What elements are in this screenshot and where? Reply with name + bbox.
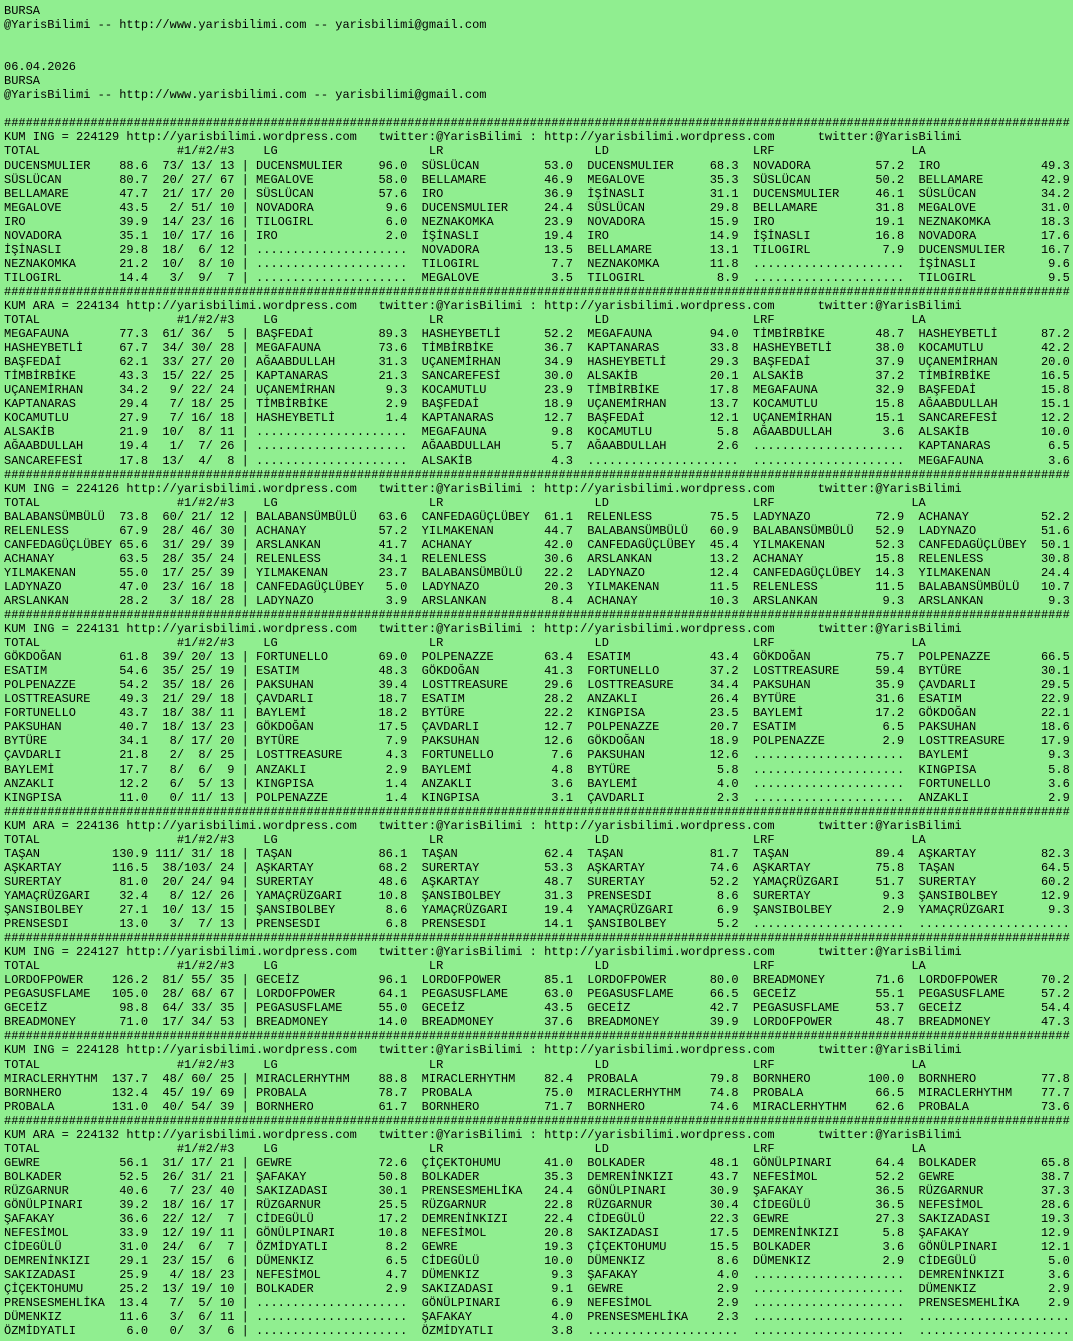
stats-row: TILOGIRL 14.4 3/ 9/ 7 | ..................... MEGALOVE 3.5 TILOGIRL 8.9 ..................... TILOGIRL 9.5 [4, 270, 1070, 285]
blank-line [4, 46, 1073, 60]
stats-row: FORTUNELLO 43.7 18/ 38/ 11 | BAYLEMİ 18.2 BYTÜRE 22.2 KINGPISA 23.5 BAYLEMİ 17.2 GÖKDOĞAN 22.1 [4, 706, 1070, 721]
stats-row: DÜMENKIZ 11.6 3/ 6/ 11 | ..................... ŞAFAKAY 4.0 PRENSESMEHLİKA 2.3 ..................... ..................... [4, 1310, 1070, 1325]
stats-row: SÜSLÜCAN 80.7 20/ 27/ 67 | MEGALOVE 58.0 BELLAMARE 46.9 MEGALOVE 35.3 SÜSLÜCAN 50.2 BELLAMARE 42.9 [4, 172, 1070, 187]
section-title: KUM ING = 224129 http://yarisbilimi.wordpress.com twitter:@YarisBilimi : http://yarisbilimi.wordpress.com twitter:@YarisBilimi [4, 130, 962, 145]
stats-row: UÇANEMİRHAN 34.2 9/ 22/ 24 | UÇANEMİRHAN 9.3 KOCAMUTLU 23.9 TİMBİRBİKE 17.8 MEGAFAUNA 32.9 BAŞFEDAİ 15.8 [4, 383, 1070, 398]
stats-row: ESATIM 54.6 35/ 25/ 19 | ESATIM 48.3 GÖKDOĞAN 41.3 FORTUNELLO 37.2 LOSTTREASURE 59.4 BYTÜRE 30.1 [4, 664, 1070, 679]
stats-row: AŞKARTAY 116.5 38/103/ 24 | AŞKARTAY 68.2 SURERTAY 53.3 AŞKARTAY 74.6 AŞKARTAY 75.8 TAŞAN 64.5 [4, 860, 1070, 875]
stats-row: NEZNAKOMKA 21.2 10/ 8/ 10 | ..................... TILOGIRL 7.7 NEZNAKOMKA 11.8 ..................... İŞİNASLI 9.6 [4, 256, 1070, 271]
stats-row: SAKIZADASI 25.9 4/ 18/ 23 | NEFESİMOL 4.7 DÜMENKIZ 9.3 ŞAFAKAY 4.0 ..................... DEMRENİNKIZI 3.6 [4, 1268, 1070, 1283]
section-title: KUM ING = 224128 http://yarisbilimi.wordpress.com twitter:@YarisBilimi : http://yarisbilimi.wordpress.com twitter:@YarisBilimi [4, 1043, 962, 1058]
column-header: TOTAL #1/#2/#3 LG LR LD LRF LA [4, 832, 926, 847]
section-title: KUM ARA = 224132 http://yarisbilimi.wordpress.com twitter:@YarisBilimi : http://yarisbilimi.wordpress.com twitter:@YarisBilimi [4, 1127, 962, 1142]
separator-line: #################################################################################################################################################### [4, 116, 1070, 131]
stats-row: HASHEYBETLİ 67.7 34/ 30/ 28 | MEGAFAUNA 73.6 TİMBİRBİKE 36.7 KAPTANARAS 33.8 HASHEYBETLİ 38.0 KOCAMUTLU 42.2 [4, 341, 1070, 356]
stats-row: GÖNÜLPINARI 39.2 18/ 16/ 17 | RÜZGARNUR 25.5 RÜZGARNUR 22.8 RÜZGARNUR 30.4 CİDEGÜLÜ 36.5 NEFESİMOL 28.6 [4, 1197, 1070, 1212]
stats-row: MEGAFAUNA 77.3 61/ 36/ 5 | BAŞFEDAİ 89.3 HASHEYBETLİ 52.2 MEGAFAUNA 94.0 TİMBİRBİKE 48.7 HASHEYBETLİ 87.2 [4, 327, 1070, 342]
separator-line: #################################################################################################################################################### [4, 1029, 1070, 1044]
separator-line: #################################################################################################################################################### [4, 284, 1070, 299]
race-date: 06.04.2026 [4, 60, 77, 75]
stats-row: BELLAMARE 47.7 21/ 17/ 20 | SÜSLÜCAN 57.6 IRO 36.9 İŞİNASLI 31.1 DUCENSMULIER 46.1 SÜSLÜCAN 34.2 [4, 186, 1070, 201]
stats-row: ŞAFAKAY 36.6 22/ 12/ 7 | CİDEGÜLÜ 17.2 DEMRENİNKIZI 22.4 CİDEGÜLÜ 22.3 GEWRE 27.3 SAKIZADASI 19.3 [4, 1212, 1070, 1227]
track-name: BURSA [4, 4, 41, 18]
stats-row: LORDOFPOWER 126.2 81/ 55/ 35 | GECEİZ 96.1 LORDOFPOWER 85.1 LORDOFPOWER 80.0 BREADMONEY 71.6 LORDOFPOWER 70.2 [4, 973, 1070, 988]
stats-row: KINGPISA 11.0 0/ 11/ 13 | POLPENAZZE 1.4 KINGPISA 3.1 ÇAVDARLI 2.3 ..................... ANZAKLI 2.9 [4, 790, 1070, 805]
stats-row: DUCENSMULIER 88.6 73/ 13/ 13 | DUCENSMULIER 96.0 SÜSLÜCAN 53.0 DUCENSMULIER 68.3 NOVADORA 57.2 IRO 49.3 [4, 158, 1070, 173]
column-header: TOTAL #1/#2/#3 LG LR LD LRF LA [4, 144, 926, 159]
byline: @YarisBilimi -- http://www.yarisbilimi.com -- yarisbilimi@gmail.com [4, 18, 487, 33]
stats-row: BYTÜRE 34.1 8/ 17/ 20 | BYTÜRE 7.9 PAKSUHAN 12.6 GÖKDOĞAN 18.9 POLPENAZZE 2.9 LOSTTREASURE 17.9 [4, 734, 1070, 749]
stats-row: TİMBİRBİKE 43.3 15/ 22/ 25 | KAPTANARAS 21.3 SANCAREFESİ 30.0 ALSAKİB 20.1 ALSAKİB 37.2 TİMBİRBİKE 16.5 [4, 369, 1070, 384]
stats-row: POLPENAZZE 54.2 35/ 18/ 26 | PAKSUHAN 39.4 LOSTTREASURE 29.6 LOSTTREASURE 34.4 PAKSUHAN 35.9 ÇAVDARLI 29.5 [4, 678, 1070, 693]
section-title: KUM ARA = 224136 http://yarisbilimi.wordpress.com twitter:@YarisBilimi : http://yarisbilimi.wordpress.com twitter:@YarisBilimi [4, 818, 962, 833]
separator-line: #################################################################################################################################################### [4, 467, 1070, 482]
stats-row: LOSTTREASURE 49.3 21/ 29/ 18 | ÇAVDARLI 18.7 ESATIM 28.2 ANZAKLI 26.4 BYTÜRE 31.6 ESATIM 22.9 [4, 692, 1070, 707]
section-title: KUM ARA = 224134 http://yarisbilimi.wordpress.com twitter:@YarisBilimi : http://yarisbilimi.wordpress.com twitter:@YarisBilimi [4, 298, 962, 313]
stats-row: PEGASUSFLAME 105.0 28/ 68/ 67 | LORDOFPOWER 64.1 PEGASUSFLAME 63.0 PEGASUSFLAME 66.5 GECEİZ 55.1 PEGASUSFLAME 57.2 [4, 987, 1070, 1002]
stats-row: RELENLESS 67.9 28/ 46/ 30 | ACHANAY 57.2 YILMAKENAN 44.7 BALABANSÜMBÜLÜ 60.9 BALABANSÜMBÜLÜ 52.9 LADYNAZO 51.6 [4, 523, 1070, 538]
stats-row: KAPTANARAS 29.4 7/ 18/ 25 | TİMBİRBİKE 2.9 BAŞFEDAİ 18.9 UÇANEMİRHAN 13.7 KOCAMUTLU 15.8 AĞAABDULLAH 15.1 [4, 397, 1070, 412]
column-header: TOTAL #1/#2/#3 LG LR LD LRF LA [4, 495, 926, 510]
stats-row: İŞİNASLI 29.8 18/ 6/ 12 | ..................... NOVADORA 13.5 BELLAMARE 13.1 TILOGIRL 7.9 DUCENSMULIER 16.7 [4, 242, 1070, 257]
stats-row: BALABANSÜMBÜLÜ 73.8 60/ 21/ 12 | BALABANSÜMBÜLÜ 63.6 CANFEDAGÜÇLÜBEY 61.1 RELENLESS 75.5 LADYNAZO 72.9 ACHANAY 52.2 [4, 509, 1070, 524]
separator-line: #################################################################################################################################################### [4, 1113, 1070, 1128]
stats-row: PROBALA 131.0 40/ 54/ 39 | BORNHERO 61.7 BORNHERO 71.7 BORNHERO 74.6 MIRACLERHYTHM 62.6 PROBALA 73.6 [4, 1099, 1070, 1114]
stats-row: SURERTAY 81.0 20/ 24/ 94 | SURERTAY 48.6 AŞKARTAY 48.7 SURERTAY 52.2 YAMAÇRÜZGARI 51.7 SURERTAY 60.2 [4, 874, 1070, 889]
stats-row: YILMAKENAN 55.0 17/ 25/ 39 | YILMAKENAN 23.7 BALABANSÜMBÜLÜ 22.2 LADYNAZO 12.4 CANFEDAGÜÇLÜBEY 14.3 YILMAKENAN 24.4 [4, 565, 1070, 580]
stats-row: MEGALOVE 43.5 2/ 51/ 10 | NOVADORA 9.6 DUCENSMULIER 24.4 SÜSLÜCAN 29.8 BELLAMARE 31.8 MEGALOVE 31.0 [4, 200, 1070, 215]
stats-row: MIRACLERHYTHM 137.7 48/ 60/ 25 | MIRACLERHYTHM 88.8 MIRACLERHYTHM 82.4 PROBALA 79.8 BORNHERO 100.0 BORNHERO 77.8 [4, 1071, 1070, 1086]
separator-line: #################################################################################################################################################### [4, 804, 1070, 819]
stats-row: PRENSESDI 13.0 3/ 7/ 13 | PRENSESDI 6.8 PRENSESDI 14.1 ŞANSIBOLBEY 5.2 ..................... ..................... [4, 917, 1070, 932]
stats-row: BAYLEMİ 17.7 8/ 6/ 9 | ANZAKLI 2.9 BAYLEMİ 4.8 BYTÜRE 5.8 ..................... KINGPISA 5.8 [4, 762, 1070, 777]
column-header: TOTAL #1/#2/#3 LG LR LD LRF LA [4, 636, 926, 651]
byline: @YarisBilimi -- http://www.yarisbilimi.com -- yarisbilimi@gmail.com [4, 88, 487, 103]
stats-row: ŞANSIBOLBEY 27.1 10/ 13/ 15 | ŞANSIBOLBEY 8.6 YAMAÇRÜZGARI 19.4 YAMAÇRÜZGARI 6.9 ŞANSIBOLBEY 2.9 YAMAÇRÜZGARI 9.3 [4, 903, 1070, 917]
stats-row: NEFESİMOL 33.9 12/ 19/ 11 | GÖNÜLPINARI 10.8 NEFESİMOL 20.8 SAKIZADASI 17.5 DEMRENİNKIZI 5.8 ŞAFAKAY 12.9 [4, 1226, 1070, 1241]
stats-row: CANFEDAGÜÇLÜBEY 65.6 31/ 29/ 39 | ARSLANKAN 41.7 ACHANAY 42.0 CANFEDAGÜÇLÜBEY 45.4 YILMAKENAN 52.3 CANFEDAGÜÇLÜBEY 50.1 [4, 537, 1070, 552]
stats-row: YAMAÇRÜZGARI 32.4 8/ 12/ 26 | YAMAÇRÜZGARI 10.8 ŞANSIBOLBEY 31.3 PRENSESDI 8.6 SURERTAY 9.3 ŞANSIBOLBEY 12.9 [4, 888, 1070, 903]
stats-row: BAŞFEDAİ 62.1 33/ 27/ 20 | AĞAABDULLAH 31.3 UÇANEMİRHAN 34.9 HASHEYBETLİ 29.3 BAŞFEDAİ 37.9 UÇANEMİRHAN 20.0 [4, 355, 1070, 370]
stats-row: IRO 39.9 14/ 23/ 16 | TILOGIRL 6.0 NEZNAKOMKA 23.9 NOVADORA 15.9 IRO 19.1 NEZNAKOMKA 18.3 [4, 214, 1070, 229]
stats-row: ÇAVDARLI 21.8 2/ 8/ 25 | LOSTTREASURE 4.3 FORTUNELLO 7.6 PAKSUHAN 12.6 ..................... BAYLEMİ 9.3 [4, 748, 1070, 763]
column-header: TOTAL #1/#2/#3 LG LR LD LRF LA [4, 959, 926, 974]
stats-row: ARSLANKAN 28.2 3/ 18/ 28 | LADYNAZO 3.9 ARSLANKAN 8.4 ACHANAY 10.3 ARSLANKAN 9.3 ARSLANKAN 9.3 [4, 593, 1070, 608]
stats-row: NOVADORA 35.1 10/ 17/ 16 | IRO 2.0 İŞİNASLI 19.4 IRO 14.9 İŞİNASLI 16.8 NOVADORA 17.6 [4, 228, 1070, 243]
stats-row: ÖZMİDYATLI 6.0 0/ 3/ 6 | ..................... ÖZMİDYATLI 3.8 ..................... ..................... ..................... [4, 1324, 1070, 1339]
track-name: BURSA [4, 74, 41, 89]
separator-line: #################################################################################################################################################### [4, 931, 1070, 946]
stats-row: ACHANAY 63.5 28/ 35/ 24 | RELENLESS 34.1 RELENLESS 30.6 ARSLANKAN 13.2 ACHANAY 15.8 RELENLESS 30.8 [4, 551, 1070, 566]
stats-row: TAŞAN 130.9 111/ 31/ 18 | TAŞAN 86.1 TAŞAN 62.4 TAŞAN 81.7 TAŞAN 89.4 AŞKARTAY 82.3 [4, 846, 1070, 861]
stats-row: GECEİZ 98.8 64/ 33/ 35 | PEGASUSFLAME 55.0 GECEİZ 43.5 GECEİZ 42.7 PEGASUSFLAME 53.7 GECEİZ 54.4 [4, 1001, 1070, 1016]
stats-row: BORNHERO 132.4 45/ 19/ 69 | PROBALA 78.7 PROBALA 75.0 MIRACLERHYTHM 74.8 PROBALA 66.5 MIRACLERHYTHM 77.7 [4, 1085, 1070, 1100]
stats-row: GEWRE 56.1 31/ 17/ 21 | GEWRE 72.6 ÇİÇEKTOHUMU 41.0 BOLKADER 48.1 GÖNÜLPINARI 64.4 BOLKADER 65.8 [4, 1155, 1070, 1170]
stats-row: PAKSUHAN 40.7 18/ 13/ 23 | GÖKDOĞAN 17.5 ÇAVDARLI 12.7 POLPENAZZE 20.7 ESATIM 6.5 PAKSUHAN 18.6 [4, 720, 1070, 735]
blank-line [4, 102, 1073, 116]
section-title: KUM ING = 224131 http://yarisbilimi.wordpress.com twitter:@YarisBilimi : http://yarisbilimi.wordpress.com twitter:@YarisBilimi [4, 622, 962, 637]
stats-row: ANZAKLI 12.2 6/ 5/ 13 | KINGPISA 1.4 ANZAKLI 3.6 BAYLEMİ 4.0 ..................... FORTUNELLO 3.6 [4, 776, 1070, 791]
stats-row: SANCAREFESİ 17.8 13/ 4/ 8 | ..................... ALSAKİB 4.3 ..................... ..................... MEGAFAUNA 3.6 [4, 453, 1070, 468]
stats-row: LADYNAZO 47.0 23/ 16/ 18 | CANFEDAGÜÇLÜBEY 5.0 LADYNAZO 20.3 YILMAKENAN 11.5 RELENLESS 11.5 BALABANSÜMBÜLÜ 10.7 [4, 579, 1070, 594]
race-report-text [4, 4, 1073, 1338]
separator-line: #################################################################################################################################################### [4, 608, 1070, 623]
stats-row: GÖKDOĞAN 61.8 39/ 20/ 13 | FORTUNELLO 69.0 POLPENAZZE 63.4 ESATIM 43.4 GÖKDOĞAN 75.7 POLPENAZZE 66.5 [4, 650, 1070, 665]
stats-row: ALSAKİB 21.9 10/ 8/ 11 | ..................... MEGAFAUNA 9.8 KOCAMUTLU 5.8 AĞAABDULLAH 3.6 ALSAKİB 10.0 [4, 425, 1070, 440]
column-header: TOTAL #1/#2/#3 LG LR LD LRF LA [4, 1141, 926, 1156]
stats-row: BOLKADER 52.5 26/ 31/ 21 | ŞAFAKAY 50.8 BOLKADER 35.3 DEMRENİNKIZI 43.7 NEFESİMOL 52.2 GEWRE 38.7 [4, 1169, 1070, 1184]
stats-row: KOCAMUTLU 27.9 7/ 16/ 18 | HASHEYBETLİ 1.4 KAPTANARAS 12.7 BAŞFEDAİ 12.1 UÇANEMİRHAN 15.1 SANCAREFESİ 12.2 [4, 411, 1070, 426]
stats-row: RÜZGARNUR 40.6 7/ 23/ 40 | SAKIZADASI 30.1 PRENSESMEHLİKA 24.4 GÖNÜLPINARI 30.9 ŞAFAKAY 36.5 RÜZGARNUR 37.3 [4, 1183, 1070, 1198]
stats-row: ÇİÇEKTOHUMU 25.2 13/ 19/ 10 | BOLKADER 2.9 SAKIZADASI 9.1 GEWRE 2.9 ..................... DÜMENKIZ 2.9 [4, 1282, 1070, 1297]
blank-line [4, 32, 1073, 46]
stats-row: AĞAABDULLAH 19.4 1/ 7/ 26 | ..................... AĞAABDULLAH 5.7 AĞAABDULLAH 2.6 ..................... KAPTANARAS 6.5 [4, 439, 1070, 454]
stats-row: DEMRENİNKIZI 29.1 23/ 15/ 6 | DÜMENKIZ 6.5 CİDEGÜLÜ 10.0 DÜMENKIZ 8.6 DÜMENKIZ 2.9 CİDEGÜLÜ 5.0 [4, 1254, 1070, 1269]
column-header: TOTAL #1/#2/#3 LG LR LD LRF LA [4, 313, 926, 328]
stats-row: CİDEGÜLÜ 31.0 24/ 6/ 7 | ÖZMİDYATLI 8.2 GEWRE 19.3 ÇİÇEKTOHUMU 15.5 BOLKADER 3.6 GÖNÜLPINARI 12.1 [4, 1240, 1070, 1255]
section-title: KUM ING = 224127 http://yarisbilimi.wordpress.com twitter:@YarisBilimi : http://yarisbilimi.wordpress.com twitter:@YarisBilimi [4, 945, 962, 960]
stats-row: BREADMONEY 71.0 17/ 34/ 53 | BREADMONEY 14.0 BREADMONEY 37.6 BREADMONEY 39.9 LORDOFPOWER 48.7 BREADMONEY 47.3 [4, 1015, 1070, 1030]
column-header: TOTAL #1/#2/#3 LG LR LD LRF LA [4, 1057, 926, 1072]
section-title: KUM ING = 224126 http://yarisbilimi.wordpress.com twitter:@YarisBilimi : http://yarisbilimi.wordpress.com twitter:@YarisBilimi [4, 481, 962, 496]
stats-row: PRENSESMEHLİKA 13.4 7/ 5/ 10 | ..................... GÖNÜLPINARI 6.9 NEFESİMOL 2.9 ..................... PRENSESMEHLİKA 2.9 [4, 1296, 1070, 1311]
